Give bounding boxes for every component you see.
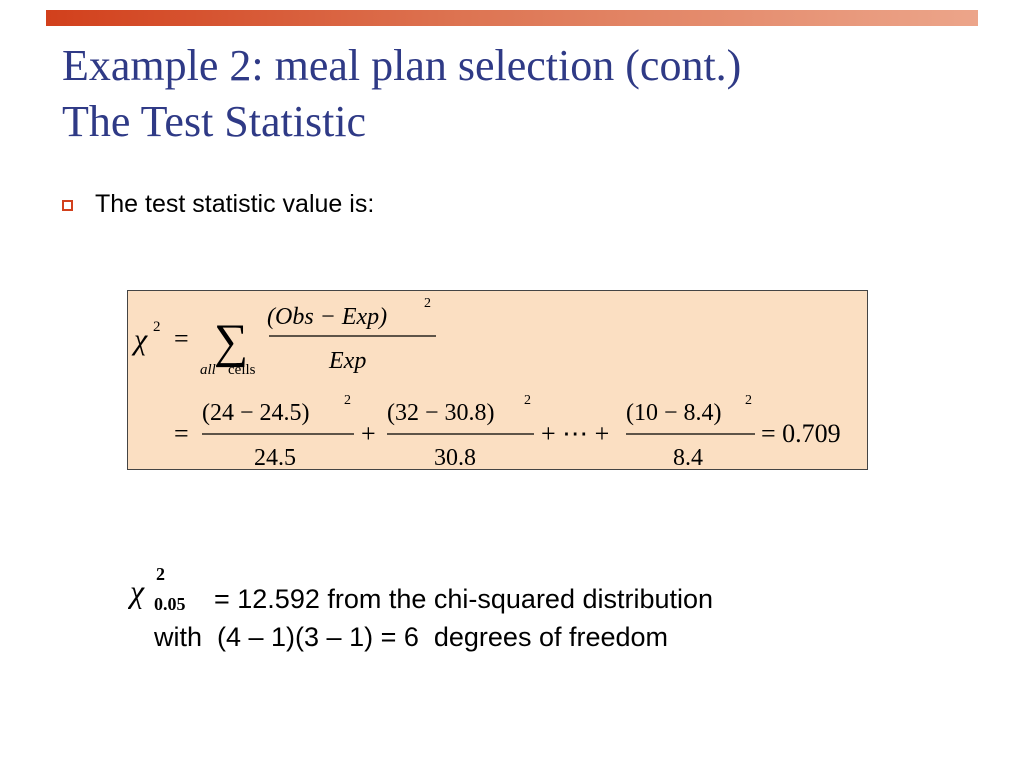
plus-sign: +: [361, 419, 376, 448]
result-value: = 0.709: [761, 419, 841, 448]
equals-sign: =: [174, 324, 189, 353]
critical-chi-superscript: 2: [156, 564, 165, 584]
formula-box: [127, 290, 868, 470]
term3-numerator: (10 − 8.4): [626, 400, 722, 426]
term2-numerator: (32 − 30.8): [387, 400, 495, 426]
equals-sign-2: =: [174, 419, 189, 448]
term3-denominator: 8.4: [673, 445, 703, 471]
square-bullet-icon: [62, 200, 73, 211]
slide-title: [62, 38, 741, 150]
sigma-icon: ∑: [214, 315, 249, 368]
general-denominator: Exp: [329, 348, 367, 374]
sum-subscript-all: all: [200, 362, 216, 378]
critical-chi-svg: [128, 560, 218, 620]
top-accent-bar: [46, 10, 978, 26]
term2-denominator: 30.8: [434, 445, 476, 471]
term1-numerator: (24 − 24.5): [202, 400, 310, 426]
term1-denominator: 24.5: [254, 445, 296, 471]
critical-chi-symbol: χ: [130, 573, 145, 609]
chi-symbol: χ: [134, 323, 148, 356]
term2-exponent: 2: [524, 393, 531, 408]
bullet-text: The test statistic value is:: [95, 190, 375, 218]
degrees-of-freedom-text: with (4 – 1)(3 – 1) = 6 degrees of freedom: [154, 622, 669, 652]
term1-exponent: 2: [344, 393, 351, 408]
term3-exponent: 2: [745, 393, 752, 408]
formula-svg: [128, 291, 869, 471]
general-numerator: (Obs − Exp): [267, 304, 388, 330]
critical-value-text: = 12.592 from the chi-squared distribution: [214, 584, 714, 614]
ellipsis-terms: + ⋯ +: [541, 419, 610, 448]
bullet-item: [62, 190, 374, 219]
general-numerator-exponent: 2: [424, 296, 431, 311]
slide-title-line1: Example 2: meal plan selection (cont.): [62, 41, 742, 90]
chi-superscript: 2: [153, 319, 161, 335]
sum-subscript-cells: cells: [228, 362, 256, 378]
critical-chi-subscript: 0.05: [154, 594, 186, 614]
slide-title-line2: The Test Statistic: [62, 97, 367, 146]
